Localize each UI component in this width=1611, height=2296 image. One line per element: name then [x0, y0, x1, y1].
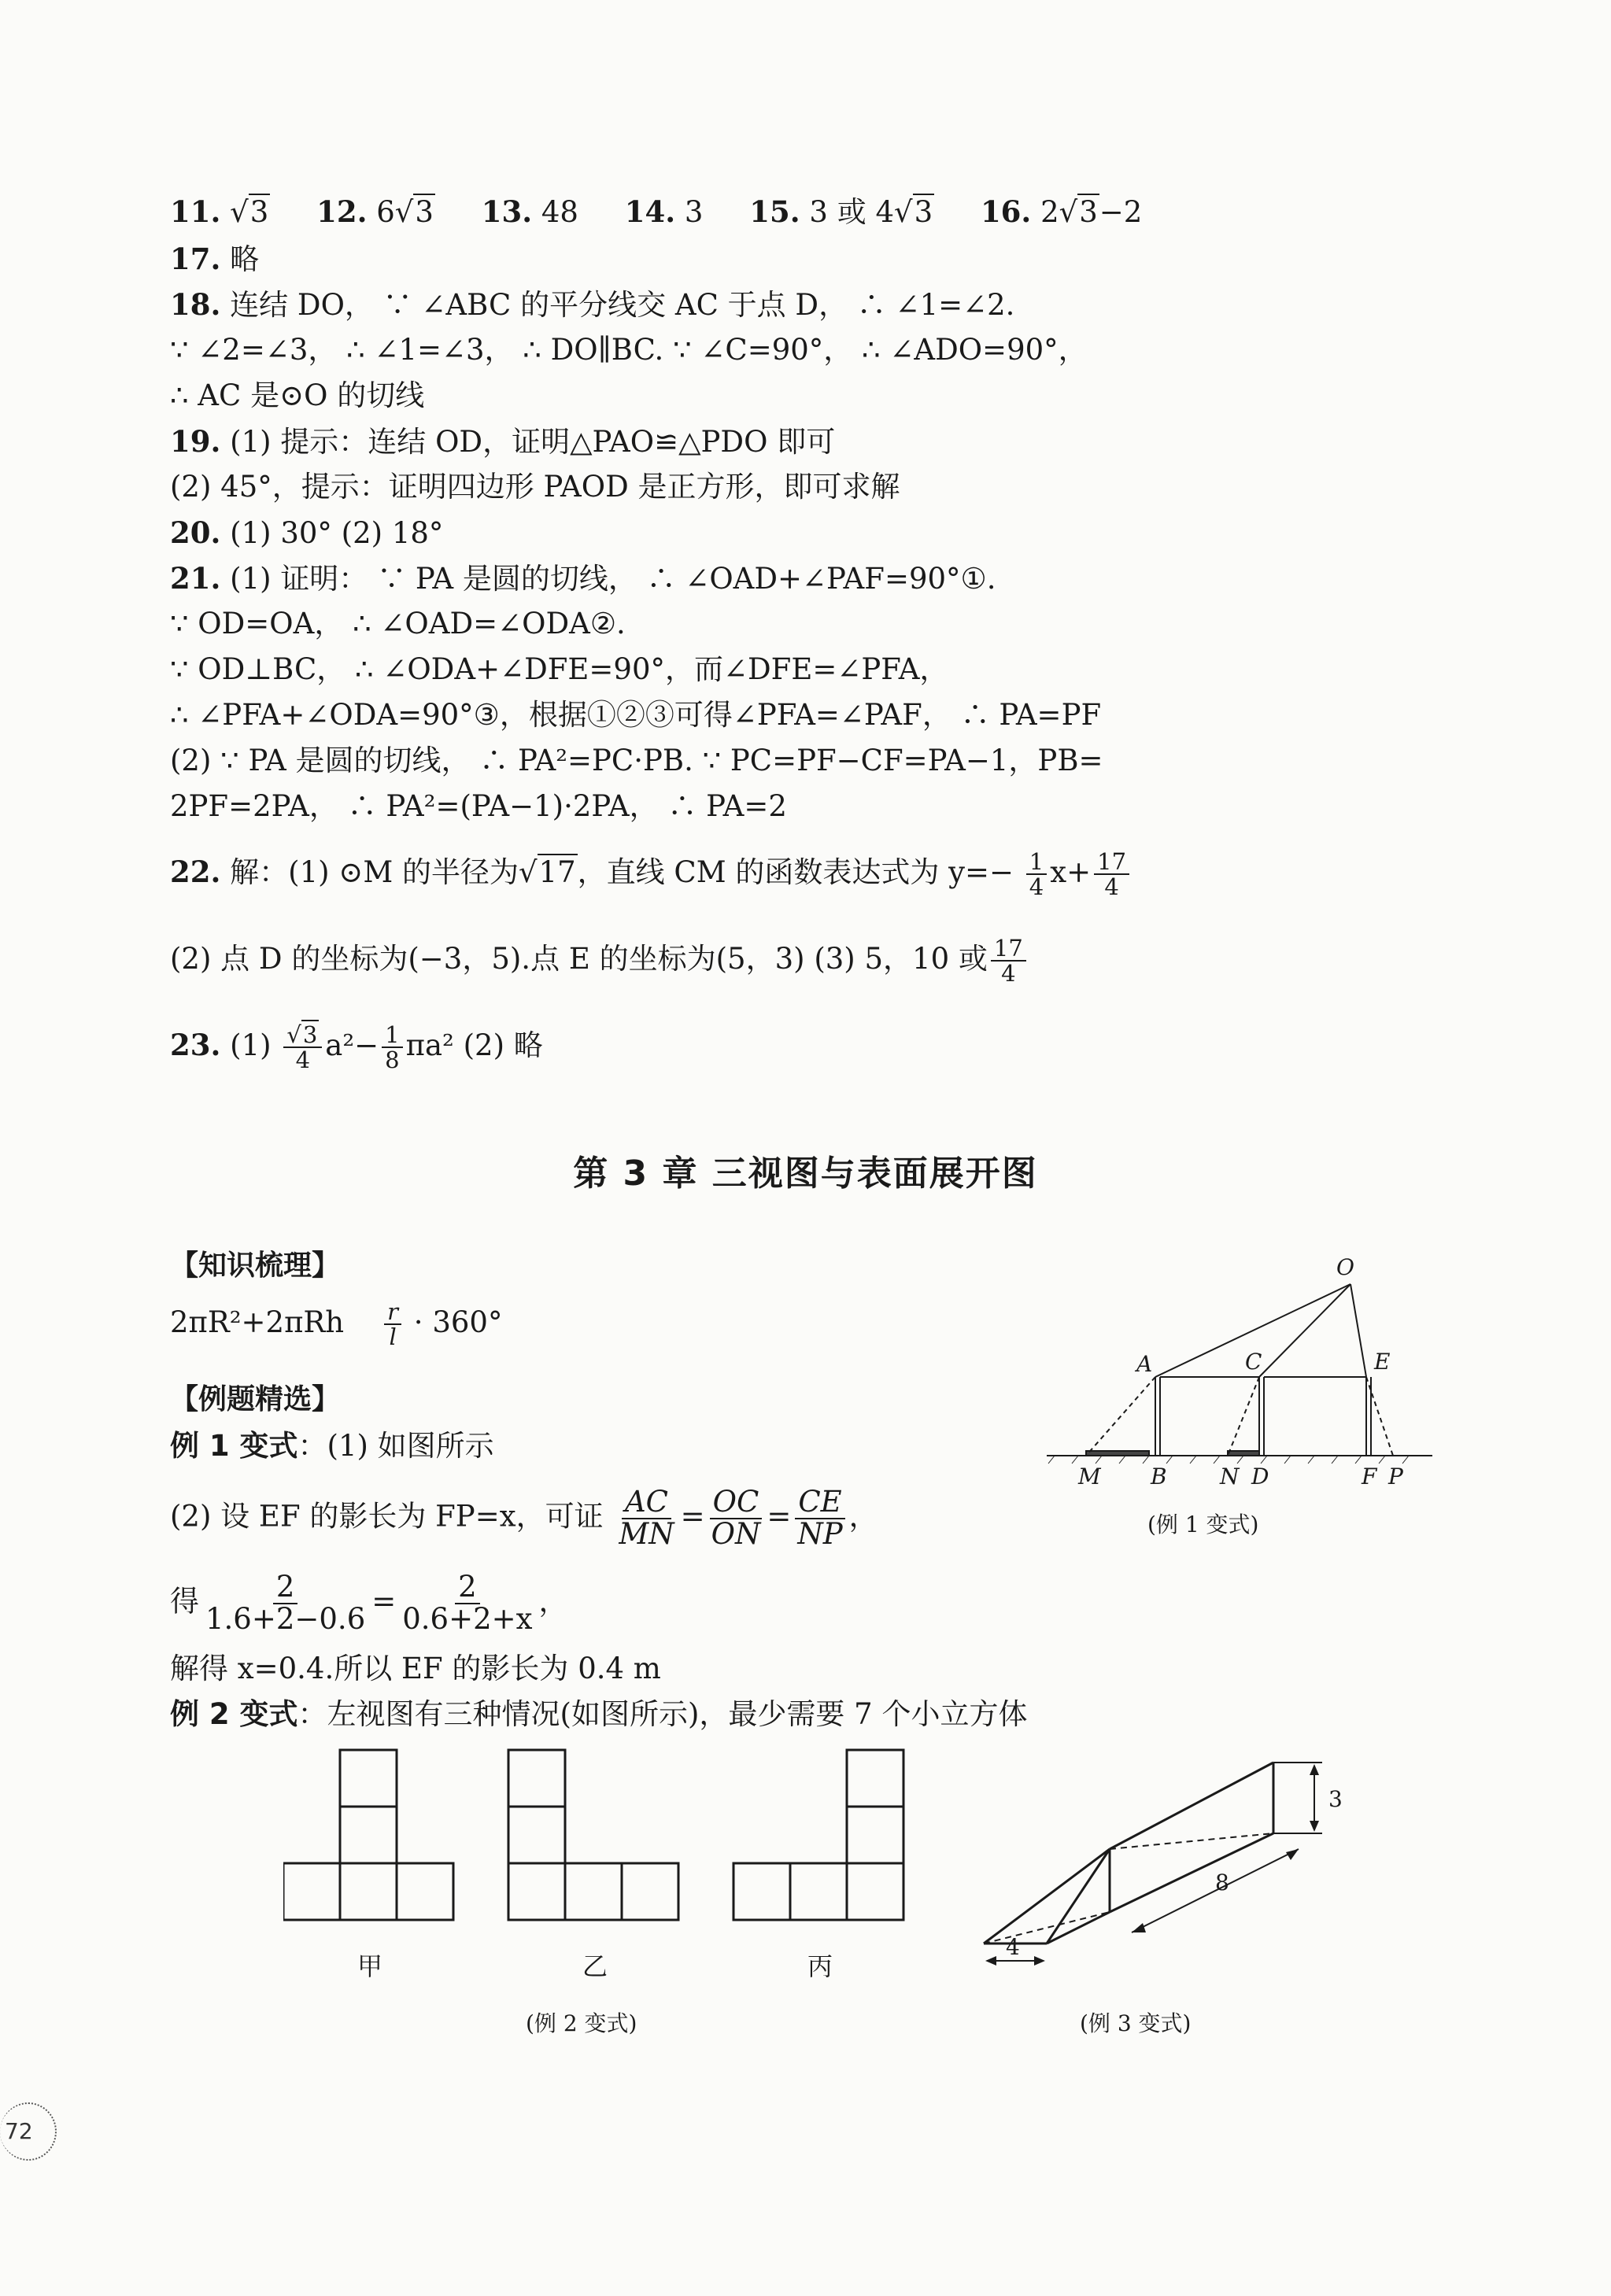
view-bing [733, 1750, 903, 1920]
fraction: $\frac{1}{8}$ [382, 1023, 402, 1072]
label-N: N [1220, 1464, 1240, 1489]
answer-21-line2: ∵ OD=OA， ∴ ∠OAD=∠ODA②. [170, 607, 626, 640]
q16-answer: 2√3−2 [1040, 195, 1143, 229]
figure3-caption: (例 3 变式) [1080, 2010, 1192, 2036]
example-1-line2: (2) 设 EF 的影长为 FP=x，可证 $\frac{AC}{MN}$ = $\frac{OC}{ON}$ = $\frac{CE}{NP}$ ， [170, 1485, 878, 1551]
view-jia [283, 1750, 453, 1920]
fraction: $\frac{r}{l}$ [384, 1300, 401, 1349]
figure1-caption: (例 1 变式) [1147, 1512, 1259, 1537]
label-E: E [1374, 1349, 1391, 1375]
dim-width: 4 [1006, 1934, 1020, 1960]
label-B: B [1151, 1464, 1167, 1489]
answer-18-line2: ∵ ∠2=∠3， ∴ ∠1=∠3， ∴ DO∥BC. ∵ ∠C=90°， ∴ ∠ADO=90°， [170, 333, 1088, 367]
answer-20: 20. (1) 30° (2) 18° [170, 515, 444, 550]
label-A: A [1136, 1351, 1153, 1377]
answers-11-16 [170, 194, 1142, 231]
fraction: $\frac{17}{4}$ [1094, 850, 1129, 899]
dim-length: 8 [1215, 1870, 1229, 1895]
q13-answer: 48 [541, 195, 578, 229]
q14-answer: 3 [684, 195, 704, 229]
q13-number: 13. [481, 194, 533, 229]
fraction: $\frac{17}{4}$ [991, 936, 1026, 986]
q15-answer: 3 或 4√3 [809, 195, 933, 229]
examples-heading: 【例题精选】 [170, 1383, 341, 1416]
answer-22-line2: (2) 点 D 的坐标为(−3，5).点 E 的坐标为(5，3) (3) 5，10 或 $\frac{17}{4}$ [170, 936, 1029, 986]
example-1-line4: 解得 x=0.4.所以 EF 的影长为 0.4 m [170, 1652, 661, 1685]
answer-23: 23. (1) $\frac{√3}{4}$ a²− $\frac{1}{8}$ πa² (2) 略 [170, 1021, 543, 1074]
q11-answer: √3 [230, 195, 269, 229]
figure-slope-prism [968, 1747, 1362, 1983]
figure-left-views [283, 1747, 1039, 1983]
answer-21-line4: ∴ ∠PFA+∠ODA=90°③，根据①②③可得∠PFA=∠PAF， ∴ PA=PF [170, 698, 1102, 732]
q14-number: 14. [624, 194, 676, 229]
chapter-title: 第 3 章 三视图与表面展开图 [573, 1154, 1038, 1194]
knowledge-formula: 2πR²+2πRh $\frac{r}{l}$ · 360° [170, 1298, 503, 1351]
label-jia: 甲 [357, 1951, 383, 1981]
answer-17: 17. 略 [170, 242, 260, 276]
answer-21-line5: (2) ∵ PA 是圆的切线， ∴ PA²=PC·PB. ∵ PC=PF−CF=PA−1，PB= [170, 744, 1103, 777]
answer-18-line3: ∴ AC 是⊙O 的切线 [170, 378, 425, 412]
answer-21-line3: ∵ OD⊥BC， ∴ ∠ODA+∠DFE=90°，而∠DFE=∠PFA， [170, 652, 949, 686]
page-number-badge [0, 2102, 57, 2161]
q16-number: 16. [980, 194, 1032, 229]
label-P: P [1388, 1464, 1403, 1489]
label-F: F [1362, 1464, 1377, 1489]
example-1-line1: 例 1 变式：(1) 如图所示 [170, 1429, 494, 1463]
shadow-MB [1086, 1451, 1149, 1456]
dim-height: 3 [1328, 1786, 1343, 1812]
example-2-line1: 例 2 变式：左视图有三种情况(如图所示)，最少需要 7 个小立方体 [170, 1697, 1028, 1731]
fraction: $\frac{OC}{ON}$ [711, 1485, 761, 1551]
figure2-caption: (例 2 变式) [526, 2010, 637, 2036]
label-O: O [1336, 1254, 1354, 1280]
q12-answer: 6√3 [376, 195, 434, 229]
label-yi: 乙 [582, 1951, 608, 1981]
fraction: $\frac{2}{1.6+2-0.6}$ [205, 1570, 366, 1636]
answer-21-line6: 2PF=2PA， ∴ PA²=(PA−1)·2PA， ∴ PA=2 [170, 789, 787, 823]
label-D: D [1251, 1464, 1269, 1489]
label-M: M [1078, 1464, 1101, 1489]
q15-number: 15. [749, 194, 800, 229]
shadow-ND [1228, 1451, 1259, 1456]
knowledge-heading: 【知识梳理】 [170, 1250, 341, 1282]
answer-22-line1: 22. 解：(1) ⊙M 的半径为√17，直线 CM 的函数表达式为 y=− $\frac{1}{4}$ x+ $\frac{17}{4}$ [170, 850, 1133, 899]
answer-19-line1: 19. (1) 提示：连结 OD，证明△PAO≌△PDO 即可 [170, 424, 836, 459]
page-number: 72 [5, 2118, 33, 2144]
fraction: $\frac{CE}{NP}$ [794, 1487, 845, 1550]
q12-number: 12. [316, 194, 368, 229]
example-1-line3: 得 $\frac{2}{1.6+2-0.6}$ = $\frac{2}{0.6+2+x}$ ， [170, 1570, 568, 1636]
answer-19-line2: (2) 45°，提示：证明四边形 PAOD 是正方形，即可求解 [170, 470, 900, 504]
q11-number: 11. [170, 194, 221, 229]
fraction: $\frac{√3}{4}$ [283, 1023, 322, 1072]
view-yi [508, 1750, 678, 1920]
fraction: $\frac{1}{4}$ [1026, 850, 1047, 899]
fraction: $\frac{AC}{MN}$ [619, 1485, 674, 1551]
fraction: $\frac{2}{0.6+2+x}$ [402, 1570, 533, 1636]
label-C: C [1245, 1349, 1262, 1375]
answer-18-line1: 18. 连结 DO， ∵ ∠ABC 的平分线交 AC 于点 D， ∴ ∠1=∠2. [170, 287, 1015, 322]
figure-shadow-diagram [1039, 1243, 1448, 1526]
answer-21-line1: 21. (1) 证明： ∵ PA 是圆的切线， ∴ ∠OAD+∠PAF=90°①. [170, 561, 996, 596]
label-bing: 丙 [807, 1951, 833, 1981]
